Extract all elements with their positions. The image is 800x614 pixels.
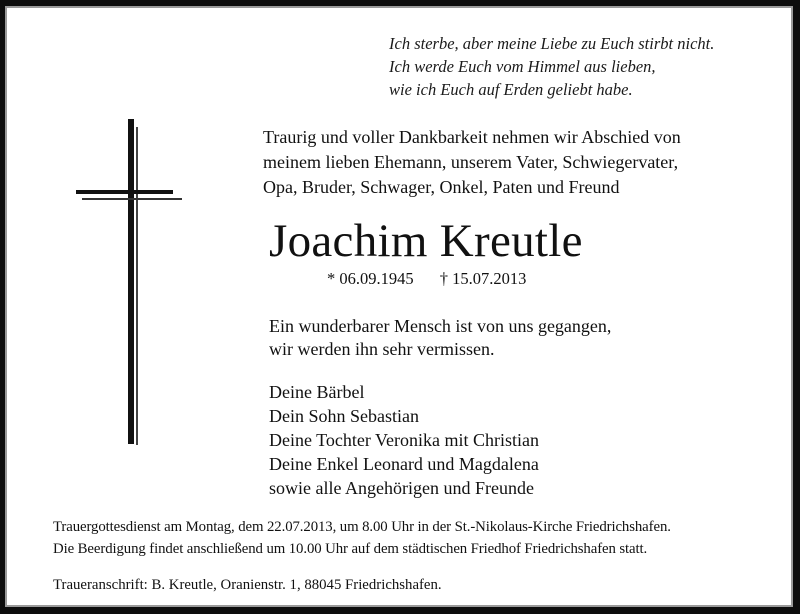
deceased-name: Joachim Kreutle (269, 215, 583, 267)
intro-text (263, 125, 681, 200)
motto-line: Ich werde Euch vom Himmel aus lieben, (389, 57, 656, 76)
service-line: Trauergottesdienst am Montag, dem 22.07.2013, um 8.00 Uhr in der St.-Nikolaus-Kirche Friedrichshafen. (53, 519, 671, 535)
family-line: sowie alle Angehörigen und Freunde (269, 478, 534, 498)
motto-line: Ich sterbe, aber meine Liebe zu Euch stirbt nicht. (389, 34, 715, 53)
family-line: Deine Enkel Leonard und Magdalena (269, 454, 539, 474)
intro-line: Opa, Bruder, Schwager, Onkel, Paten und Freund (263, 177, 620, 197)
family-signatures (269, 380, 539, 500)
service-line: Die Beerdigung findet anschließend um 10.00 Uhr auf dem städtischen Friedhof Friedrichshafen statt. (53, 541, 648, 557)
obituary-notice (5, 6, 793, 607)
family-line: Dein Sohn Sebastian (269, 406, 419, 426)
intro-line: Traurig und voller Dankbarkeit nehmen wir Abschied von (263, 127, 681, 147)
tribute-line: Ein wunderbarer Mensch ist von uns gegangen, (269, 316, 612, 336)
motto-verse (389, 32, 714, 101)
intro-line: meinem lieben Ehemann, unserem Vater, Schwiegervater, (263, 152, 679, 172)
tribute-line: wir werden ihn sehr vermissen. (269, 339, 495, 359)
life-dates (327, 269, 526, 289)
service-info (53, 516, 671, 560)
motto-line: wie ich Euch auf Erden geliebt habe. (389, 80, 633, 99)
family-line: Deine Bärbel (269, 382, 365, 402)
mourning-address: Traueranschrift: B. Kreutle, Oranienstr. 1, 88045 Friedrichshafen. (53, 577, 442, 593)
death-date: † 15.07.2013 (439, 269, 527, 288)
cross-icon (7, 8, 207, 458)
family-line: Deine Tochter Veronika mit Christian (269, 430, 540, 450)
birth-date: * 06.09.1945 (327, 269, 414, 288)
tribute-text (269, 315, 611, 361)
